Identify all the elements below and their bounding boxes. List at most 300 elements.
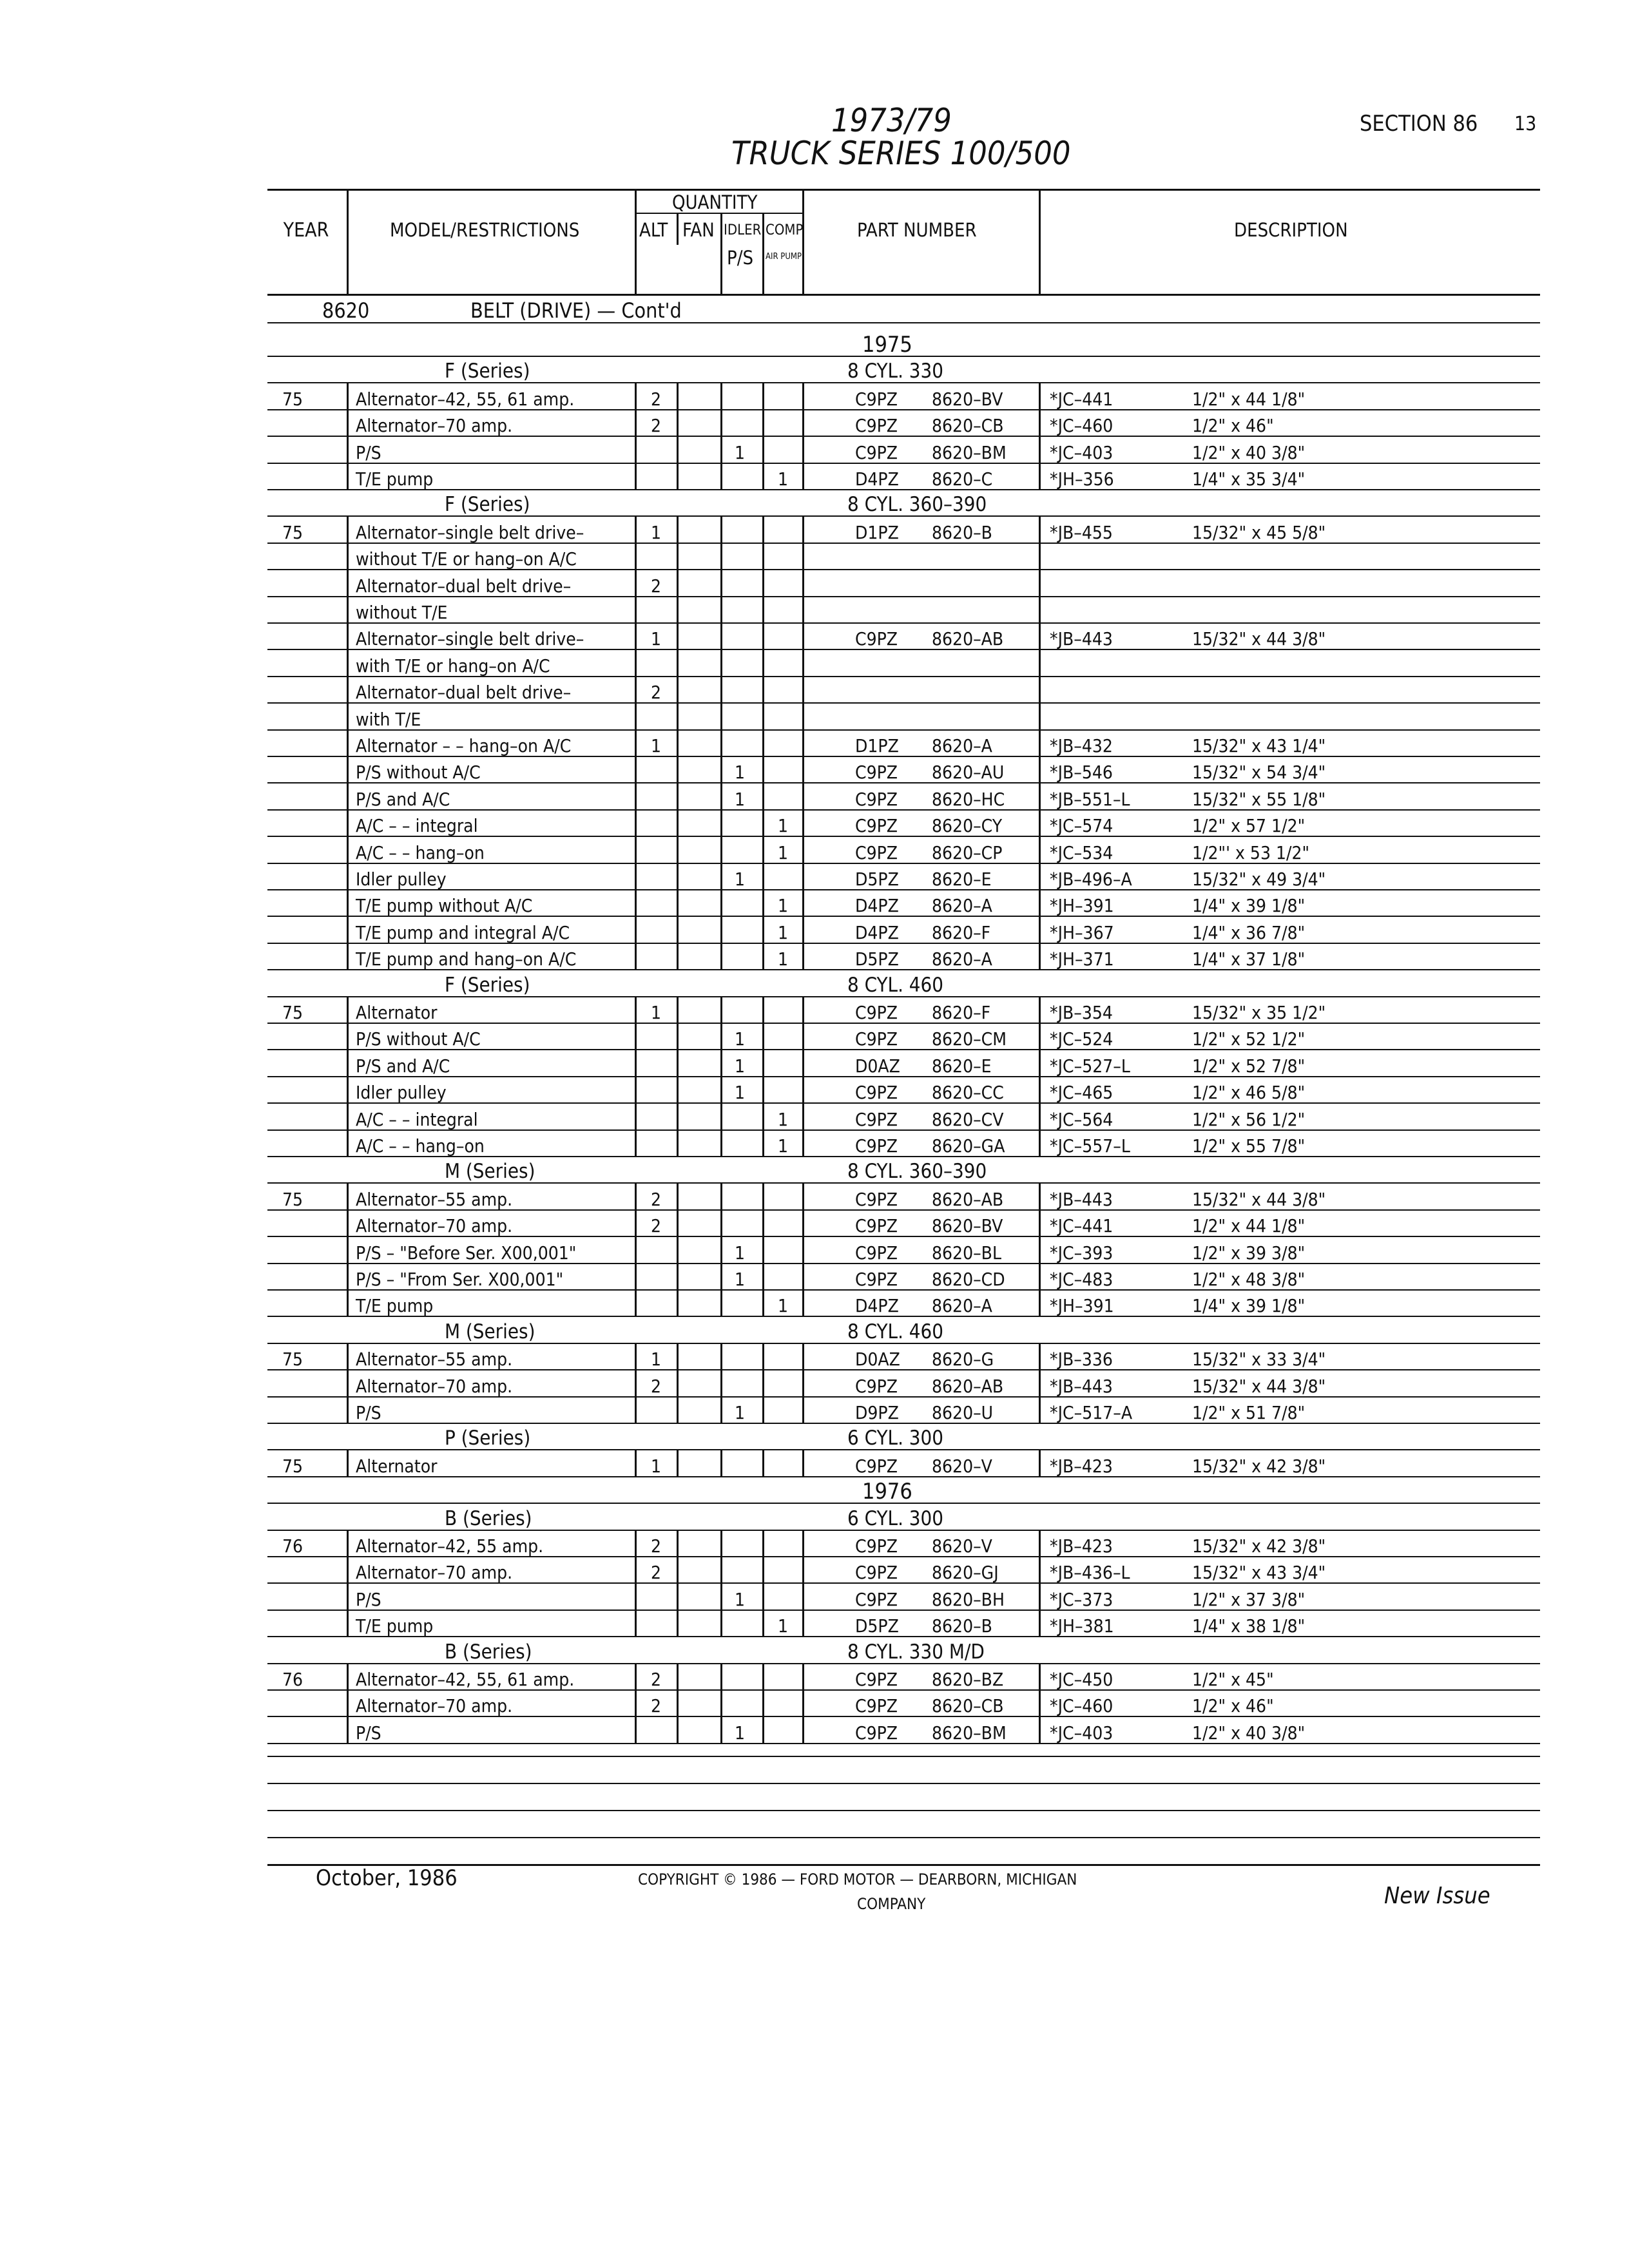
cell-divider	[762, 783, 764, 810]
table-row	[0, 437, 1629, 463]
row-part-number: 8620–CB	[932, 1695, 1004, 1716]
cell-divider	[802, 650, 804, 677]
cell-divider	[762, 1610, 764, 1637]
header-ps: P/S	[727, 247, 754, 269]
cell-divider	[635, 810, 637, 836]
row-model: with T/E or hang–on A/C	[356, 655, 550, 677]
row-qty-ps: 1	[735, 1722, 746, 1744]
row-model: Alternator	[356, 1456, 438, 1477]
cell-divider	[802, 463, 804, 490]
row-part-prefix: C9PZ	[855, 1695, 898, 1716]
cell-divider	[677, 997, 679, 1023]
cell-divider	[802, 597, 804, 623]
row-qty-ps: 1	[735, 762, 746, 783]
row-qty-alt: 2	[651, 1535, 662, 1557]
row-part-number: 8620–CB	[932, 415, 1004, 436]
series-band	[0, 1423, 1629, 1450]
cell-divider	[1039, 1237, 1041, 1264]
cell-divider	[762, 650, 764, 677]
cell-divider	[762, 410, 764, 436]
cell-divider	[677, 1584, 679, 1610]
row-model: Alternator–42, 55, 61 amp.	[356, 389, 575, 410]
row-code: *JC–574	[1050, 815, 1113, 836]
cell-divider	[677, 917, 679, 943]
cell-divider	[677, 437, 679, 463]
row-model: P/S	[356, 442, 381, 463]
cell-divider	[762, 1104, 764, 1130]
year-band	[0, 330, 1629, 356]
row-year: 76	[282, 1669, 304, 1690]
cell-divider	[762, 1450, 764, 1477]
cell-divider	[720, 837, 722, 863]
row-part-prefix: C9PZ	[855, 628, 898, 649]
row-part-prefix: C9PZ	[855, 1109, 898, 1130]
row-model: Alternator–42, 55 amp.	[356, 1535, 544, 1557]
cell-divider	[677, 783, 679, 810]
header-divider-model	[635, 189, 637, 294]
cell-divider	[762, 623, 764, 649]
cell-divider	[762, 437, 764, 463]
cell-divider	[635, 1130, 637, 1157]
cell-divider	[802, 570, 804, 597]
cell-divider	[347, 1264, 349, 1290]
row-qty-alt: 2	[651, 1215, 662, 1236]
cell-divider	[347, 890, 349, 916]
cell-divider	[1039, 1530, 1041, 1557]
cell-divider	[635, 1184, 637, 1210]
row-qty-ps: 1	[735, 1028, 746, 1050]
cell-divider	[802, 1690, 804, 1716]
table-row	[0, 890, 1629, 916]
cell-divider	[720, 1130, 722, 1157]
row-part-number: 8620–GA	[932, 1135, 1005, 1157]
cell-divider	[635, 756, 637, 783]
row-code: *JB–443	[1050, 1189, 1113, 1210]
cell-divider	[720, 1023, 722, 1050]
cell-divider	[720, 463, 722, 490]
cell-divider	[802, 543, 804, 570]
cell-divider	[347, 1237, 349, 1264]
cell-divider	[347, 783, 349, 810]
cell-divider	[1039, 383, 1041, 410]
cell-divider	[762, 917, 764, 943]
row-year: 75	[282, 522, 304, 543]
cell-divider	[635, 837, 637, 863]
row-description: 15/32" x 43 3/4"	[1192, 1562, 1326, 1583]
cell-divider	[762, 1690, 764, 1716]
row-model: Alternator–70 amp.	[356, 415, 513, 436]
row-code: *JB–354	[1050, 1002, 1113, 1023]
cell-divider	[720, 650, 722, 677]
row-code: *JB–432	[1050, 735, 1113, 756]
cell-divider	[1039, 890, 1041, 916]
row-model: without T/E	[356, 602, 448, 623]
table-row	[0, 1130, 1629, 1157]
header-description: DESCRIPTION	[1234, 219, 1348, 241]
row-part-prefix: C9PZ	[855, 1589, 898, 1610]
cell-divider	[802, 1610, 804, 1637]
row-model: P/S	[356, 1722, 381, 1744]
cell-divider	[635, 1290, 637, 1316]
cell-divider	[720, 1104, 722, 1130]
cell-divider	[677, 730, 679, 756]
row-part-prefix: C9PZ	[855, 1215, 898, 1236]
row-code: *JB–443	[1050, 1376, 1113, 1397]
row-model: A/C – – hang–on	[356, 1135, 485, 1157]
cell-divider	[635, 677, 637, 703]
row-code: *JC–441	[1050, 1215, 1113, 1236]
cell-divider	[635, 1530, 637, 1557]
cell-divider	[347, 597, 349, 623]
row-description: 15/32" x 35 1/2"	[1192, 1002, 1326, 1023]
cell-divider	[762, 1130, 764, 1157]
row-qty-alt: 2	[651, 1695, 662, 1716]
cell-divider	[762, 810, 764, 836]
cell-divider	[720, 810, 722, 836]
row-model: T/E pump	[356, 468, 434, 490]
cell-divider	[720, 917, 722, 943]
table-row	[0, 1343, 1629, 1370]
row-part-prefix: C9PZ	[855, 1669, 898, 1690]
row-code: *JC–393	[1050, 1242, 1113, 1264]
cell-divider	[635, 1690, 637, 1716]
cell-divider	[1039, 756, 1041, 783]
row-qty-ps: 1	[735, 442, 746, 463]
cell-divider	[802, 1290, 804, 1316]
cell-divider	[677, 383, 679, 410]
cell-divider	[802, 517, 804, 543]
cell-divider	[1039, 1664, 1041, 1690]
cell-divider	[720, 1237, 722, 1264]
header-air-pump: AIR PUMP	[766, 252, 802, 262]
cell-divider	[762, 1290, 764, 1316]
page-number: 13	[1514, 113, 1537, 135]
row-part-prefix: C9PZ	[855, 842, 898, 863]
row-part-number: 8620–BH	[932, 1589, 1005, 1610]
cell-divider	[347, 1584, 349, 1610]
cell-divider	[677, 1610, 679, 1637]
series-band	[0, 1317, 1629, 1343]
cell-divider	[802, 437, 804, 463]
row-qty-alt: 2	[651, 1669, 662, 1690]
cell-divider	[762, 1717, 764, 1744]
cell-divider	[635, 943, 637, 970]
row-model: P/S and A/C	[356, 1055, 450, 1077]
engine-spec: 8 CYL. 460	[847, 974, 944, 997]
table-row	[0, 1023, 1629, 1050]
header-comp: COMP	[766, 222, 804, 238]
row-description: 1/2" x 55 7/8"	[1192, 1135, 1306, 1157]
cell-divider	[720, 1717, 722, 1744]
series-name: F (Series)	[445, 974, 530, 997]
engine-spec: 8 CYL. 330	[847, 360, 944, 383]
table-row	[0, 1584, 1629, 1610]
cell-divider	[720, 1290, 722, 1316]
row-part-number: 8620–CV	[932, 1109, 1004, 1130]
row-model: Alternator–single belt drive–	[356, 628, 584, 649]
cell-divider	[802, 1184, 804, 1210]
footer-rule	[267, 1864, 1540, 1866]
row-part-number: 8620–BV	[932, 389, 1003, 410]
cell-divider	[347, 1557, 349, 1583]
cell-divider	[762, 1023, 764, 1050]
cell-divider	[720, 1690, 722, 1716]
table-row	[0, 677, 1629, 703]
header-alt: ALT	[639, 219, 668, 241]
row-qty-alt: 1	[651, 522, 662, 543]
row-part-prefix: D5PZ	[855, 948, 899, 970]
cell-divider	[1039, 463, 1041, 490]
row-model: Alternator–dual belt drive–	[356, 682, 572, 703]
row-model: P/S – "Before Ser. X00,001"	[356, 1242, 577, 1264]
cell-divider	[802, 1450, 804, 1477]
cell-divider	[347, 543, 349, 570]
cell-divider	[677, 837, 679, 863]
cell-divider	[1039, 1050, 1041, 1077]
table-row	[0, 410, 1629, 436]
row-qty-alt: 1	[651, 735, 662, 756]
table-row	[0, 917, 1629, 943]
cell-divider	[1039, 597, 1041, 623]
title-series: TRUCK SERIES 100/500	[731, 135, 1071, 172]
cell-divider	[347, 1210, 349, 1236]
cell-divider	[1039, 437, 1041, 463]
cell-divider	[720, 1050, 722, 1077]
row-part-prefix: D1PZ	[855, 735, 899, 756]
cell-divider	[635, 730, 637, 756]
cell-divider	[802, 783, 804, 810]
series-band	[0, 1637, 1629, 1664]
row-part-prefix: C9PZ	[855, 1002, 898, 1023]
cell-divider	[347, 1717, 349, 1744]
cell-divider	[635, 1237, 637, 1264]
header-part-number: PART NUMBER	[857, 219, 977, 241]
cell-divider	[1039, 1264, 1041, 1290]
row-part-number: 8620–A	[932, 735, 992, 756]
row-description: 15/32" x 43 1/4"	[1192, 735, 1326, 756]
cell-divider	[1039, 943, 1041, 970]
cell-divider	[802, 1077, 804, 1103]
header-divider-quantity	[802, 189, 804, 294]
row-qty-alt: 2	[651, 1189, 662, 1210]
cell-divider	[720, 1370, 722, 1397]
cell-divider	[762, 1584, 764, 1610]
cell-divider	[677, 1237, 679, 1264]
cell-divider	[1039, 1610, 1041, 1637]
cell-divider	[677, 1130, 679, 1157]
row-description: 1/2" x 39 3/8"	[1192, 1242, 1306, 1264]
cell-divider	[347, 1450, 349, 1477]
cell-divider	[635, 1664, 637, 1690]
row-part-prefix: D9PZ	[855, 1402, 899, 1423]
cell-divider	[677, 1264, 679, 1290]
row-part-prefix: D0AZ	[855, 1055, 900, 1077]
cell-divider	[802, 623, 804, 649]
cell-divider	[677, 1717, 679, 1744]
row-part-prefix: D1PZ	[855, 522, 899, 543]
row-part-number: 8620–B	[932, 522, 992, 543]
cell-divider	[347, 1370, 349, 1397]
cell-divider	[635, 1104, 637, 1130]
cell-divider	[802, 677, 804, 703]
blank-rule	[267, 1810, 1540, 1811]
row-year: 75	[282, 1002, 304, 1023]
cell-divider	[635, 1584, 637, 1610]
cell-divider	[1039, 1450, 1041, 1477]
cell-divider	[347, 1023, 349, 1050]
header-idler: IDLER	[724, 222, 762, 238]
row-part-number: 8620–GJ	[932, 1562, 999, 1583]
cell-divider	[677, 543, 679, 570]
cell-divider	[720, 1450, 722, 1477]
row-description: 15/32" x 42 3/8"	[1192, 1535, 1326, 1557]
cell-divider	[635, 1077, 637, 1103]
row-description: 15/32" x 54 3/4"	[1192, 762, 1326, 783]
row-part-number: 8620–V	[932, 1535, 992, 1557]
row-qty-alt: 2	[651, 1562, 662, 1583]
row-qty-comp: 1	[778, 1295, 789, 1316]
row-year: 75	[282, 389, 304, 410]
row-code: *JB–496–A	[1050, 869, 1132, 890]
row-description: 1/2" x 52 7/8"	[1192, 1055, 1306, 1077]
cell-divider	[720, 1610, 722, 1637]
cell-divider	[347, 1690, 349, 1716]
cell-divider	[720, 1210, 722, 1236]
cell-divider	[635, 863, 637, 890]
cell-divider	[762, 1664, 764, 1690]
engine-spec: 6 CYL. 300	[847, 1427, 944, 1450]
cell-divider	[1039, 1343, 1041, 1370]
cell-divider	[762, 677, 764, 703]
row-qty-alt: 1	[651, 1456, 662, 1477]
row-qty-alt: 1	[651, 628, 662, 649]
row-part-prefix: C9PZ	[855, 1269, 898, 1290]
row-model: Idler pulley	[356, 869, 447, 890]
cell-divider	[802, 1557, 804, 1583]
row-description: 1/2" x 52 1/2"	[1192, 1028, 1306, 1050]
table-row	[0, 997, 1629, 1023]
row-code: *JH–391	[1050, 1295, 1114, 1316]
blank-rule	[267, 1756, 1540, 1757]
row-part-prefix: C9PZ	[855, 1242, 898, 1264]
cell-divider	[677, 1343, 679, 1370]
cell-divider	[802, 1264, 804, 1290]
row-code: *JB–546	[1050, 762, 1113, 783]
row-code: *JC–527–L	[1050, 1055, 1130, 1077]
row-code: *JC–403	[1050, 1722, 1113, 1744]
row-description: 1/4" x 38 1/8"	[1192, 1615, 1306, 1637]
row-qty-comp: 1	[778, 1109, 789, 1130]
cell-divider	[677, 1690, 679, 1716]
cell-divider	[677, 517, 679, 543]
cell-divider	[802, 943, 804, 970]
cell-divider	[802, 1530, 804, 1557]
cell-divider	[347, 1290, 349, 1316]
row-model: Alternator–dual belt drive–	[356, 575, 572, 597]
row-code: *JC–557–L	[1050, 1135, 1130, 1157]
cell-divider	[635, 463, 637, 490]
row-description: 15/32" x 49 3/4"	[1192, 869, 1326, 890]
cell-divider	[762, 1184, 764, 1210]
row-description: 1/2" x 46 5/8"	[1192, 1082, 1306, 1103]
table-row	[0, 1690, 1629, 1716]
cell-divider	[635, 437, 637, 463]
cell-divider	[762, 1264, 764, 1290]
row-part-prefix: C9PZ	[855, 815, 898, 836]
cell-divider	[802, 383, 804, 410]
row-description: 15/32" x 45 5/8"	[1192, 522, 1326, 543]
row-description: 1/2" x 40 3/8"	[1192, 1722, 1306, 1744]
header-divider-fan	[720, 213, 722, 294]
cell-divider	[1039, 623, 1041, 649]
cell-divider	[1039, 783, 1041, 810]
cell-divider	[1039, 650, 1041, 677]
row-qty-alt: 2	[651, 415, 662, 436]
row-part-number: 8620–AB	[932, 1376, 1004, 1397]
row-qty-comp: 1	[778, 1135, 789, 1157]
row-part-number: 8620–E	[932, 869, 992, 890]
cell-divider	[1039, 730, 1041, 756]
table-row	[0, 1397, 1629, 1423]
cell-divider	[635, 1050, 637, 1077]
row-part-prefix: C9PZ	[855, 1189, 898, 1210]
cell-divider	[762, 1050, 764, 1077]
cell-divider	[677, 890, 679, 916]
cell-divider	[762, 730, 764, 756]
cell-divider	[635, 1397, 637, 1423]
cell-divider	[802, 997, 804, 1023]
table-row	[0, 1290, 1629, 1316]
header-bottom-rule	[267, 294, 1540, 296]
cell-divider	[1039, 517, 1041, 543]
cell-divider	[720, 756, 722, 783]
cell-divider	[1039, 1290, 1041, 1316]
cell-divider	[720, 677, 722, 703]
cell-divider	[802, 890, 804, 916]
cell-divider	[762, 463, 764, 490]
cell-divider	[720, 383, 722, 410]
cell-divider	[347, 810, 349, 836]
row-part-number: 8620–BZ	[932, 1669, 1004, 1690]
row-part-prefix: C9PZ	[855, 1376, 898, 1397]
cell-divider	[720, 597, 722, 623]
cell-divider	[762, 1077, 764, 1103]
cell-divider	[677, 1450, 679, 1477]
cell-divider	[677, 943, 679, 970]
cell-divider	[677, 810, 679, 836]
header-divider-idler	[762, 213, 764, 294]
header-year: YEAR	[283, 219, 329, 242]
cell-divider	[347, 650, 349, 677]
cell-divider	[677, 570, 679, 597]
row-description: 1/2"' x 53 1/2"	[1192, 842, 1310, 863]
table-row	[0, 837, 1629, 863]
cell-divider	[762, 543, 764, 570]
row-description: 15/32" x 33 3/4"	[1192, 1349, 1326, 1370]
row-description: 1/2" x 44 1/8"	[1192, 389, 1306, 410]
cell-divider	[720, 543, 722, 570]
cell-divider	[802, 863, 804, 890]
cell-divider	[762, 943, 764, 970]
header-divider-alt	[677, 213, 679, 245]
row-part-number: 8620–BM	[932, 1722, 1007, 1744]
cell-divider	[347, 383, 349, 410]
row-description: 1/2" x 51 7/8"	[1192, 1402, 1306, 1423]
cell-divider	[347, 1104, 349, 1130]
cell-divider	[1039, 1184, 1041, 1210]
table-row	[0, 1557, 1629, 1583]
row-part-number: 8620–CD	[932, 1269, 1005, 1290]
